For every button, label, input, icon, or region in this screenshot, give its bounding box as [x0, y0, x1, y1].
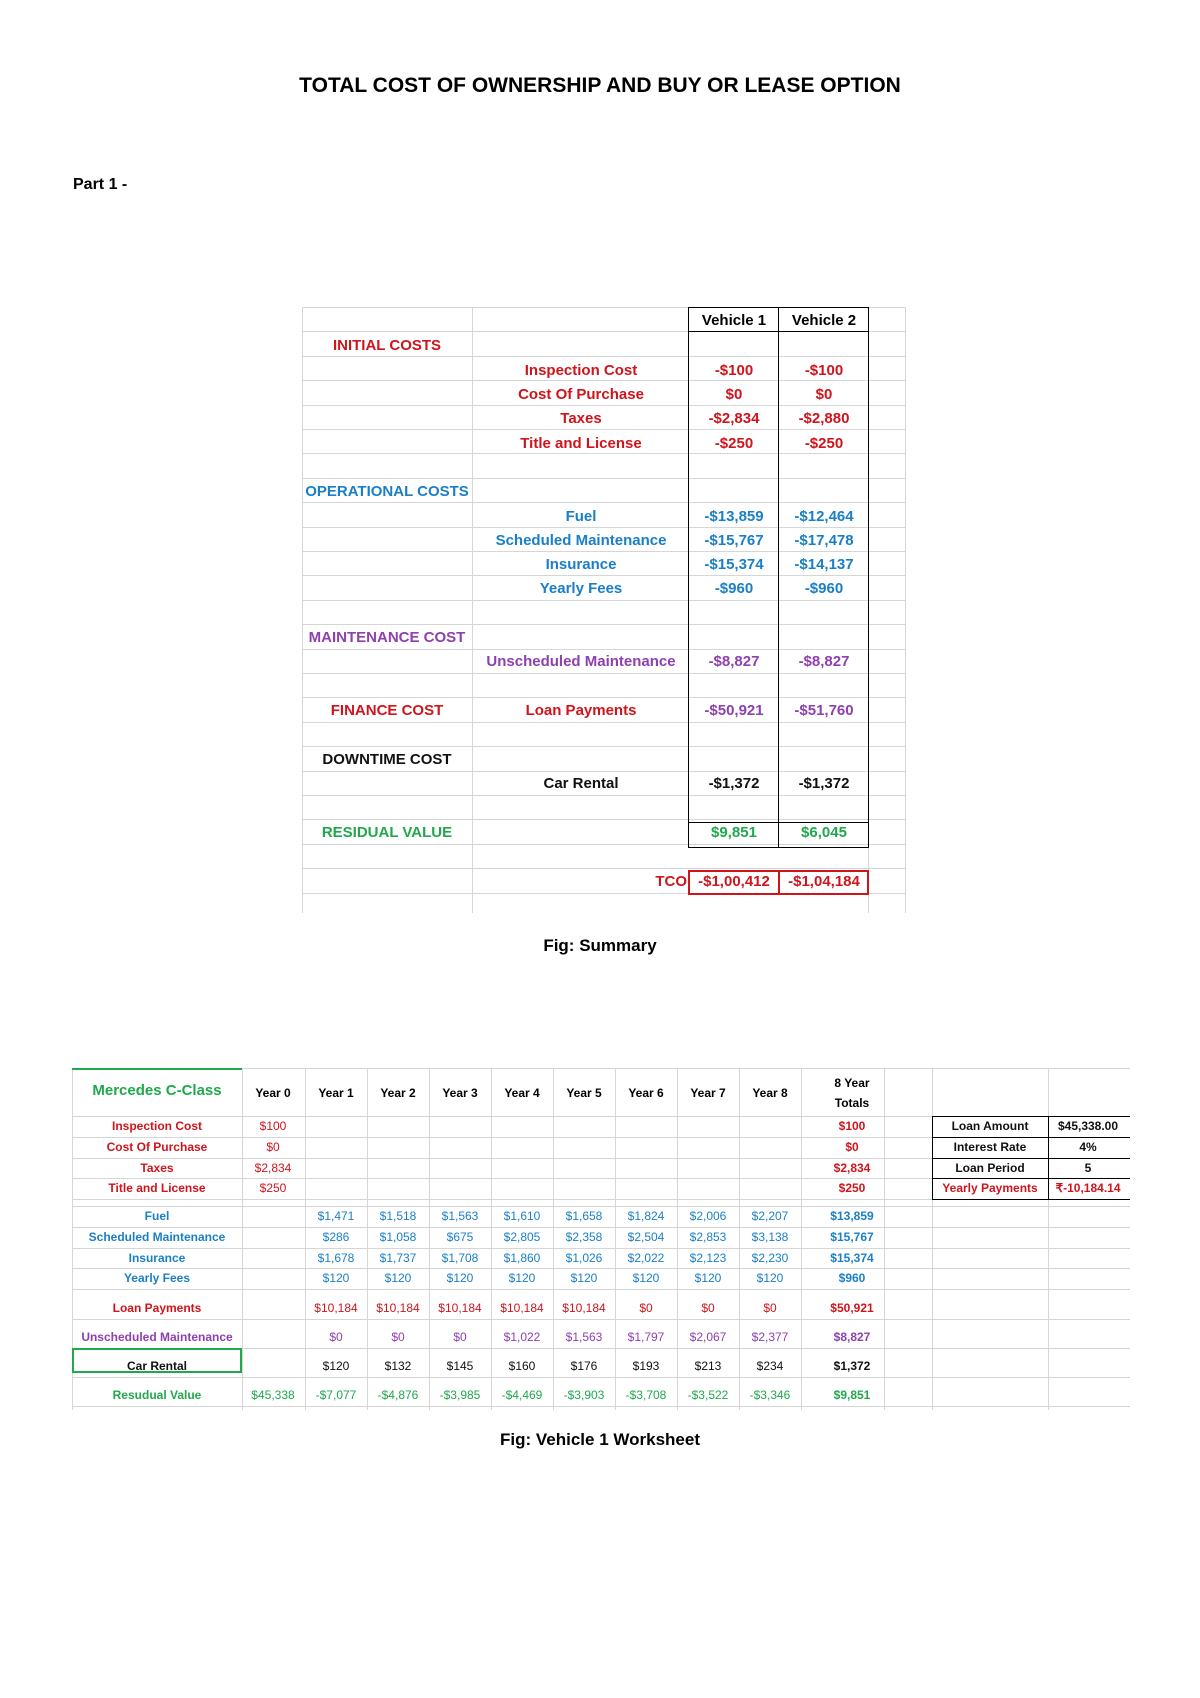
year-header: Year 7 [690, 1086, 726, 1100]
worksheet-total-cell: $1,372 [833, 1359, 871, 1373]
worksheet-cell: -$3,522 [687, 1388, 729, 1402]
v2-loan-payments: -$51,760 [794, 702, 854, 719]
worksheet-cell: $2,230 [751, 1251, 789, 1265]
worksheet-row-label: Scheduled Maintenance [88, 1230, 226, 1244]
v2-residual-value: $6,045 [801, 824, 847, 841]
worksheet-cell: $2,022 [627, 1251, 665, 1265]
ws-row-line [72, 1206, 1130, 1207]
worksheet-cell: $100 [259, 1119, 287, 1133]
section-initial-costs: INITIAL COSTS [332, 337, 442, 354]
grid-row-line [302, 405, 905, 406]
worksheet-cell: $120 [384, 1271, 412, 1285]
worksheet-cell: $3,138 [751, 1230, 789, 1244]
worksheet-row-label: Yearly Fees [123, 1271, 191, 1285]
loan-param-label: Yearly Payments [942, 1181, 1038, 1195]
row-label-fuel: Fuel [565, 508, 597, 525]
grid-row-line [302, 746, 905, 747]
worksheet-cell: $1,026 [565, 1251, 603, 1265]
worksheet-cell: $145 [446, 1359, 474, 1373]
ws-row-line [72, 1319, 1130, 1320]
worksheet-total-cell: $2,834 [833, 1161, 871, 1175]
worksheet-cell: $2,358 [565, 1230, 603, 1244]
row-label-title-and-license: Title and License [520, 435, 642, 452]
worksheet-cell: $193 [632, 1359, 660, 1373]
grid-row-line [302, 600, 905, 601]
worksheet-cell: $120 [694, 1271, 722, 1285]
row-label-insurance: Insurance [545, 556, 617, 573]
v2-scheduled-maintenance: -$17,478 [794, 532, 854, 549]
worksheet-cell: $0 [329, 1330, 343, 1344]
section-downtime-cost: DOWNTIME COST [322, 751, 452, 768]
worksheet-cell: $1,658 [565, 1209, 603, 1223]
worksheet-cell: $2,067 [689, 1330, 727, 1344]
worksheet-total-cell: $15,374 [830, 1251, 874, 1265]
v1-loan-payments: -$50,921 [704, 702, 764, 719]
worksheet-cell: $10,184 [314, 1301, 358, 1315]
vehicle-border [688, 822, 869, 823]
ws-selected-cell [72, 1348, 242, 1350]
loan-box-border [932, 1199, 1130, 1200]
year-header: Year 5 [566, 1086, 602, 1100]
header-vehicle-1: Vehicle 1 [701, 312, 767, 329]
worksheet-cell: $675 [446, 1230, 474, 1244]
worksheet-cell: $0 [391, 1330, 405, 1344]
worksheet-row-label: Resudual Value [112, 1388, 202, 1402]
worksheet-cell: $120 [508, 1271, 536, 1285]
figure-caption-worksheet: Fig: Vehicle 1 Worksheet [500, 1430, 700, 1449]
worksheet-cell: $2,504 [627, 1230, 665, 1244]
ws-row-line [72, 1289, 1130, 1290]
year-header: Year 6 [628, 1086, 664, 1100]
totals-header-line-1: 8 Year [834, 1076, 870, 1090]
worksheet-cell: $0 [763, 1301, 777, 1315]
ws-row-line [72, 1227, 1130, 1228]
v1-title-and-license: -$250 [714, 435, 754, 452]
loan-param-value: $45,338.00 [1057, 1119, 1119, 1133]
vehicle-border [688, 331, 869, 332]
row-label-car-rental: Car Rental [543, 775, 619, 792]
header-vehicle-2: Vehicle 2 [791, 312, 857, 329]
worksheet-cell: $2,207 [751, 1209, 789, 1223]
worksheet-total-cell: $8,827 [833, 1330, 871, 1344]
grid-row-line [302, 624, 905, 625]
loan-param-value: 5 [1084, 1161, 1092, 1175]
worksheet-cell: $1,610 [503, 1209, 541, 1223]
worksheet-cell: $10,184 [438, 1301, 482, 1315]
row-label-taxes: Taxes [560, 410, 602, 427]
worksheet-cell: $2,853 [689, 1230, 727, 1244]
worksheet-cell: $0 [453, 1330, 467, 1344]
year-header: Year 4 [504, 1086, 540, 1100]
v1-inspection-cost: -$100 [714, 362, 754, 379]
v2-unscheduled-maintenance: -$8,827 [798, 653, 850, 670]
worksheet-cell: $2,006 [689, 1209, 727, 1223]
year-header: Year 3 [442, 1086, 478, 1100]
vehicle-1-worksheet [72, 1068, 1130, 1410]
worksheet-row-label: Loan Payments [112, 1301, 202, 1315]
worksheet-cell: -$4,876 [377, 1388, 419, 1402]
grid-col-line [302, 307, 303, 913]
worksheet-cell: $1,518 [379, 1209, 417, 1223]
year-header: Year 2 [380, 1086, 416, 1100]
worksheet-cell: $0 [266, 1140, 280, 1154]
loan-box-border [932, 1178, 1130, 1179]
loan-param-value: ₹-10,184.14 [1055, 1181, 1121, 1195]
worksheet-cell: $120 [756, 1271, 784, 1285]
worksheet-total-cell: $50,921 [830, 1301, 874, 1315]
worksheet-cell: $1,737 [379, 1251, 417, 1265]
worksheet-cell: $10,184 [376, 1301, 420, 1315]
v2-tco: -$1,04,184 [788, 873, 860, 890]
v1-insurance: -$15,374 [704, 556, 764, 573]
worksheet-cell: $234 [756, 1359, 784, 1373]
v2-inspection-cost: -$100 [804, 362, 844, 379]
worksheet-cell: $1,563 [441, 1209, 479, 1223]
worksheet-total-cell: $250 [838, 1181, 866, 1195]
grid-row-line [302, 453, 905, 454]
worksheet-cell: -$4,469 [501, 1388, 543, 1402]
ws-row-line [72, 1406, 1130, 1407]
worksheet-cell: $0 [701, 1301, 715, 1315]
worksheet-cell: -$3,346 [749, 1388, 791, 1402]
v2-insurance: -$14,137 [794, 556, 854, 573]
grid-row-line [302, 551, 905, 552]
grid-row-line [302, 478, 905, 479]
ws-row-line [72, 1248, 1130, 1249]
v1-fuel: -$13,859 [704, 508, 764, 525]
v1-cost-of-purchase: $0 [725, 386, 743, 403]
worksheet-cell: $2,377 [751, 1330, 789, 1344]
worksheet-total-cell: $13,859 [830, 1209, 874, 1223]
worksheet-total-cell: $0 [845, 1140, 859, 1154]
vehicle-border [688, 307, 869, 308]
worksheet-cell: $213 [694, 1359, 722, 1373]
grid-row-line [302, 795, 905, 796]
worksheet-cell: $1,860 [503, 1251, 541, 1265]
worksheet-cell: $286 [322, 1230, 350, 1244]
grid-col-line [905, 307, 906, 913]
worksheet-cell: $1,058 [379, 1230, 417, 1244]
section-residual-value: RESIDUAL VALUE [321, 824, 453, 841]
row-label-inspection-cost: Inspection Cost [524, 362, 638, 379]
v2-title-and-license: -$250 [804, 435, 844, 452]
worksheet-cell: $10,184 [562, 1301, 606, 1315]
worksheet-cell: $1,471 [317, 1209, 355, 1223]
worksheet-cell: $120 [322, 1271, 350, 1285]
worksheet-cell: $2,123 [689, 1251, 727, 1265]
worksheet-cell: $120 [322, 1359, 350, 1373]
worksheet-row-label: Fuel [144, 1209, 170, 1223]
grid-row-line [302, 697, 905, 698]
worksheet-row-label: Title and License [108, 1181, 206, 1195]
worksheet-cell: $2,834 [254, 1161, 292, 1175]
worksheet-cell: $1,563 [565, 1330, 603, 1344]
worksheet-cell: $120 [446, 1271, 474, 1285]
v2-fuel: -$12,464 [794, 508, 854, 525]
vehicle-border [868, 307, 869, 847]
worksheet-cell: $132 [384, 1359, 412, 1373]
worksheet-cell: -$3,903 [563, 1388, 605, 1402]
worksheet-cell: $120 [632, 1271, 660, 1285]
worksheet-cell: $120 [570, 1271, 598, 1285]
ws-title-accent [72, 1068, 242, 1070]
worksheet-total-cell: $960 [838, 1271, 866, 1285]
worksheet-row-label: Unscheduled Maintenance [81, 1330, 233, 1344]
document-title: TOTAL COST OF OWNERSHIP AND BUY OR LEASE OPTION [299, 74, 901, 97]
worksheet-cell: -$3,708 [625, 1388, 667, 1402]
grid-row-line [302, 844, 905, 845]
grid-row-line [302, 771, 905, 772]
loan-param-label: Interest Rate [953, 1140, 1027, 1154]
loan-box-border [932, 1137, 1130, 1138]
row-label-cost-of-purchase: Cost Of Purchase [518, 386, 644, 403]
grid-row-line [302, 722, 905, 723]
worksheet-cell: $160 [508, 1359, 536, 1373]
loan-param-label: Loan Period [955, 1161, 1025, 1175]
year-header: Year 8 [752, 1086, 788, 1100]
totals-header-line-2: Totals [834, 1096, 870, 1110]
part-label: Part 1 - [73, 176, 128, 193]
grid-row-line [302, 502, 905, 503]
grid-row-line [302, 819, 905, 820]
worksheet-row-label: Taxes [140, 1161, 174, 1175]
worksheet-row-label: Inspection Cost [111, 1119, 202, 1133]
ws-col-line [801, 1068, 802, 1410]
worksheet-cell: $2,805 [503, 1230, 541, 1244]
worksheet-cell: $176 [570, 1359, 598, 1373]
figure-caption-summary: Fig: Summary [543, 936, 657, 955]
v2-taxes: -$2,880 [798, 410, 850, 427]
worksheet-total-cell: $15,767 [830, 1230, 874, 1244]
worksheet-total-cell: $9,851 [833, 1388, 871, 1402]
worksheet-cell: $1,708 [441, 1251, 479, 1265]
grid-row-line [302, 356, 905, 357]
v1-yearly-fees: -$960 [714, 580, 754, 597]
worksheet-cell: -$7,077 [315, 1388, 357, 1402]
worksheet-cell: $10,184 [500, 1301, 544, 1315]
worksheet-cell: $1,824 [627, 1209, 665, 1223]
section-finance-cost: FINANCE COST [330, 702, 444, 719]
v2-yearly-fees: -$960 [804, 580, 844, 597]
worksheet-row-label: Insurance [128, 1251, 186, 1265]
section-maintenance-cost: MAINTENANCE COST [308, 629, 466, 646]
row-label-loan-payments: Loan Payments [525, 702, 637, 719]
worksheet-cell: $1,797 [627, 1330, 665, 1344]
v1-unscheduled-maintenance: -$8,827 [708, 653, 760, 670]
grid-row-line [302, 673, 905, 674]
loan-box-border [932, 1116, 1130, 1117]
loan-box-border [932, 1116, 933, 1200]
v1-tco: -$1,00,412 [698, 873, 770, 890]
worksheet-cell: $0 [639, 1301, 653, 1315]
grid-row-line [302, 429, 905, 430]
vehicle-border [778, 307, 779, 847]
v2-car-rental: -$1,372 [798, 775, 850, 792]
grid-row-line [302, 380, 905, 381]
summary-sheet [302, 307, 905, 913]
ws-row-line [72, 1268, 1130, 1269]
worksheet-row-label: Car Rental [126, 1359, 188, 1373]
worksheet-total-cell: $100 [838, 1119, 866, 1133]
year-header: Year 0 [255, 1086, 291, 1100]
loan-param-label: Loan Amount [951, 1119, 1029, 1133]
loan-box-border [932, 1158, 1130, 1159]
year-header: Year 1 [318, 1086, 354, 1100]
v1-taxes: -$2,834 [708, 410, 760, 427]
row-label-scheduled-maintenance: Scheduled Maintenance [495, 532, 667, 549]
vehicle-border [688, 847, 869, 848]
v1-scheduled-maintenance: -$15,767 [704, 532, 764, 549]
v1-car-rental: -$1,372 [708, 775, 760, 792]
loan-param-value: 4% [1079, 1140, 1097, 1154]
grid-row-line [302, 649, 905, 650]
row-label-unscheduled-maintenance: Unscheduled Maintenance [486, 653, 676, 670]
worksheet-cell: $1,022 [503, 1330, 541, 1344]
grid-row-line [302, 527, 905, 528]
grid-row-line [302, 575, 905, 576]
ws-row-line [72, 1377, 1130, 1378]
worksheet-cell: $250 [259, 1181, 287, 1195]
worksheet-cell: $1,678 [317, 1251, 355, 1265]
worksheet-cell: $45,338 [251, 1388, 295, 1402]
worksheet-title: Mercedes C-Class [92, 1082, 222, 1099]
ws-col-line [884, 1068, 885, 1410]
worksheet-cell: -$3,985 [439, 1388, 481, 1402]
tco-label: TCO [655, 873, 687, 890]
section-operational-costs: OPERATIONAL COSTS [305, 483, 469, 500]
worksheet-row-label: Cost Of Purchase [106, 1140, 208, 1154]
v1-residual-value: $9,851 [711, 824, 757, 841]
row-label-yearly-fees: Yearly Fees [539, 580, 623, 597]
v2-cost-of-purchase: $0 [815, 386, 833, 403]
